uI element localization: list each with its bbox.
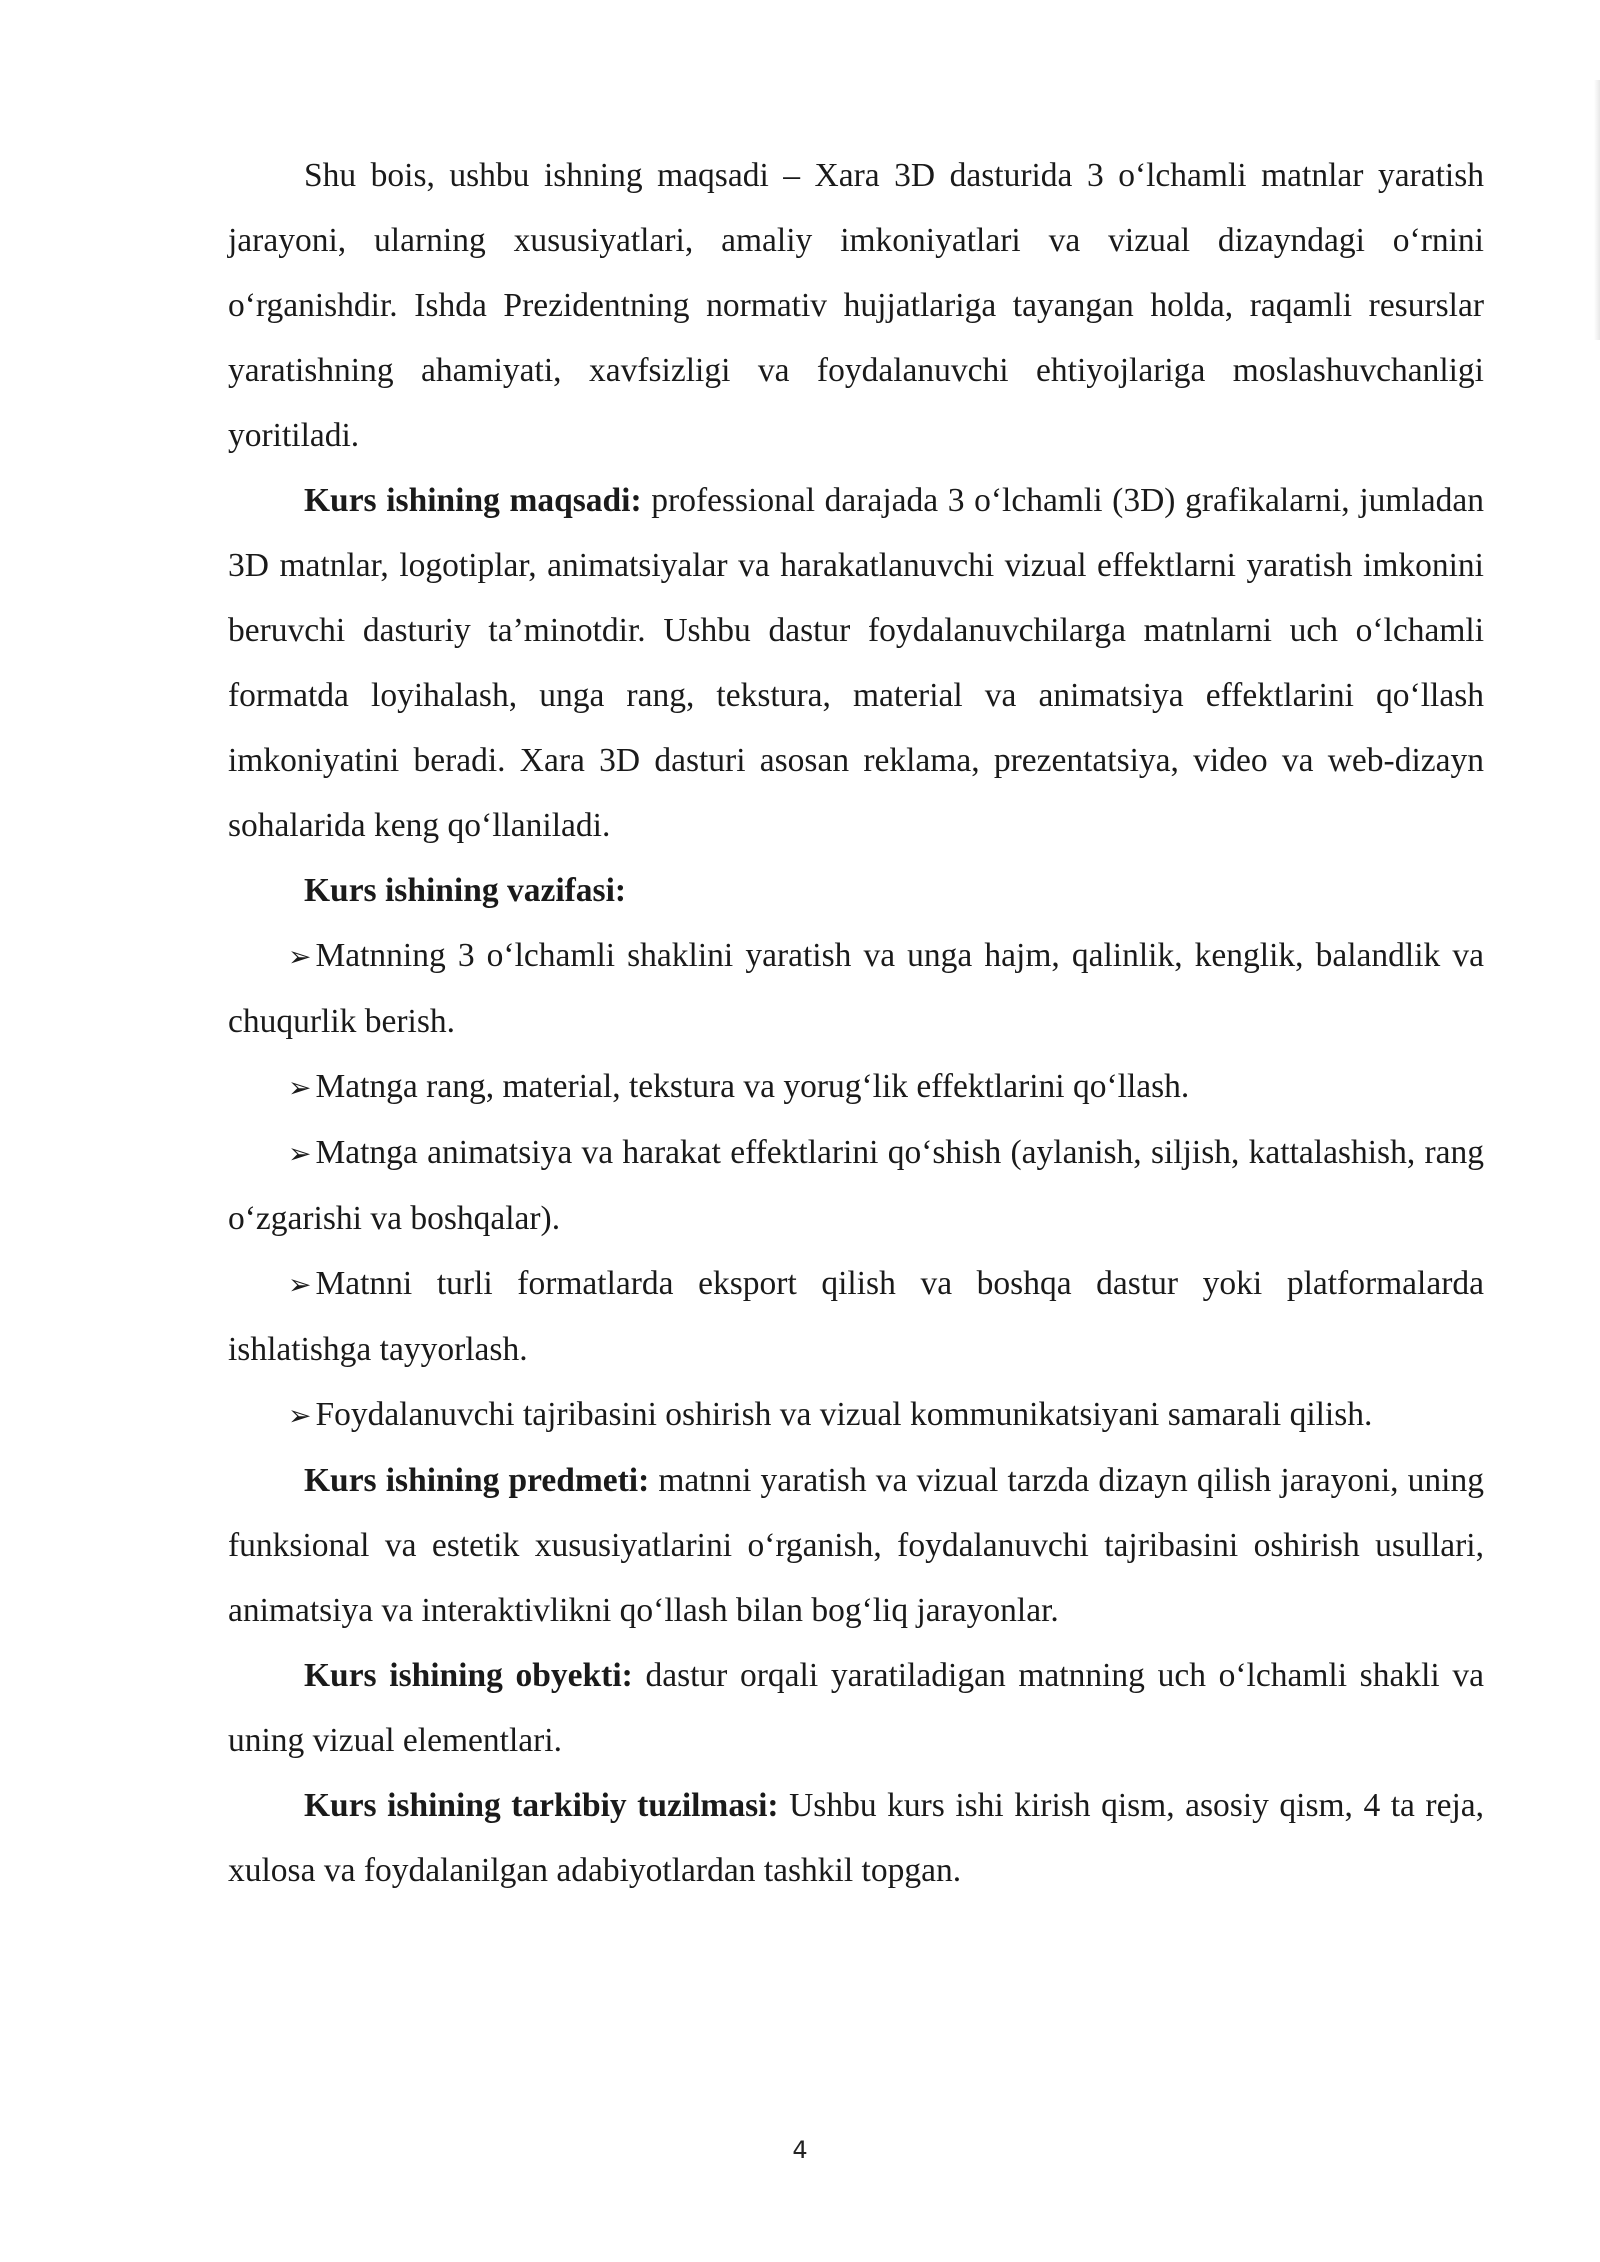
goal-text: professional darajada 3 o‘lchamli (3D) grafikalarni, jumladan 3D matnlar, logotiplar, animatsiyalar va harakatlanuvchi vizual effektlarni yaratish imkonini beruvchi dasturiy ta’minotdir. Ushbu dastur foydalanuvchilarga matnlarni uch o‘lchamli formatda loyihalash, unga rang, tekstura, material va animatsiya effektlarini qo‘llash imkoniyatini beradi. Xara 3D dasturi asosan reklama, prezentatsiya, video va web-dizayn sohalarida keng qo‘llaniladi. <box>228 482 1484 844</box>
object-paragraph <box>228 1643 1484 1773</box>
object-text: dastur orqali yaratiladigan matnning uch o‘lchamli shakli va uning vizual elementlari. <box>228 1657 1484 1759</box>
arrow-bullet-icon: ➢ <box>288 1137 312 1170</box>
task-item <box>228 1054 1484 1120</box>
tasks-heading <box>228 858 1484 923</box>
subject-text: matnni yaratish va vizual tarzda dizayn qilish jarayoni, uning funksional va estetik xususiyatlarini o‘rganish, foydalanuvchi tajribasini oshirish usullari, animatsiya va interaktivlikni qo‘llash bilan bog‘liq jarayonlar. <box>228 1462 1484 1629</box>
structure-text: Ushbu kurs ishi kirish qism, asosiy qism, 4 ta reja, xulosa va foydalanilgan adabiyotlardan tashkil topgan. <box>228 1787 1484 1889</box>
task-text: Matnga rang, material, tekstura va yorug‘lik effektlarini qo‘llash. <box>315 1068 1190 1105</box>
task-item <box>228 1251 1484 1382</box>
task-item <box>228 923 1484 1054</box>
task-text: Foydalanuvchi tajribasini oshirish va vizual kommunikatsiyani samarali qilish. <box>315 1396 1373 1433</box>
structure-paragraph <box>228 1773 1484 1903</box>
arrow-bullet-icon: ➢ <box>288 1268 312 1301</box>
structure-label: Kurs ishining tarkibiy tuzilmasi: <box>304 1787 779 1824</box>
tasks-label: Kurs ishining vazifasi: <box>304 872 627 909</box>
subject-paragraph <box>228 1448 1484 1643</box>
task-item <box>228 1382 1484 1448</box>
goal-label: Kurs ishining maqsadi: <box>304 482 642 519</box>
task-text: Matnning 3 o‘lchamli shaklini yaratish va unga hajm, qalinlik, kenglik, balandlik va chuqurlik berish. <box>228 937 1484 1040</box>
page-edge-shadow <box>1594 80 1600 340</box>
page-number: 4 <box>792 2136 808 2164</box>
arrow-bullet-icon: ➢ <box>288 1071 312 1104</box>
goal-paragraph <box>228 468 1484 858</box>
intro-paragraph: Shu bois, ushbu ishning maqsadi – Xara 3D dasturida 3 o‘lchamli matnlar yaratish jarayoni, ularning xususiyatlari, amaliy imkoniyatlari va vizual dizayndagi o‘rnini o‘rganishdir. Ishda Prezidentning normativ hujjatlariga tayangan holda, raqamli resurslar yaratishning ahamiyati, xavfsizligi va foydalanuvchi ehtiyojlariga moslashuvchanligi yoritiladi. <box>228 157 1484 454</box>
arrow-bullet-icon: ➢ <box>288 940 312 973</box>
arrow-bullet-icon: ➢ <box>288 1399 312 1432</box>
task-text: Matnni turli formatlarda eksport qilish va boshqa dastur yoki platformalarda ishlatishga tayyorlash. <box>228 1265 1484 1368</box>
document-body <box>228 143 1484 1903</box>
task-item <box>228 1120 1484 1251</box>
task-text: Matnga animatsiya va harakat effektlarini qo‘shish (aylanish, siljish, kattalashish, rang o‘zgarishi va boshqalar). <box>228 1134 1484 1237</box>
object-label: Kurs ishining obyekti: <box>304 1657 633 1694</box>
subject-label: Kurs ishining predmeti: <box>304 1462 650 1499</box>
